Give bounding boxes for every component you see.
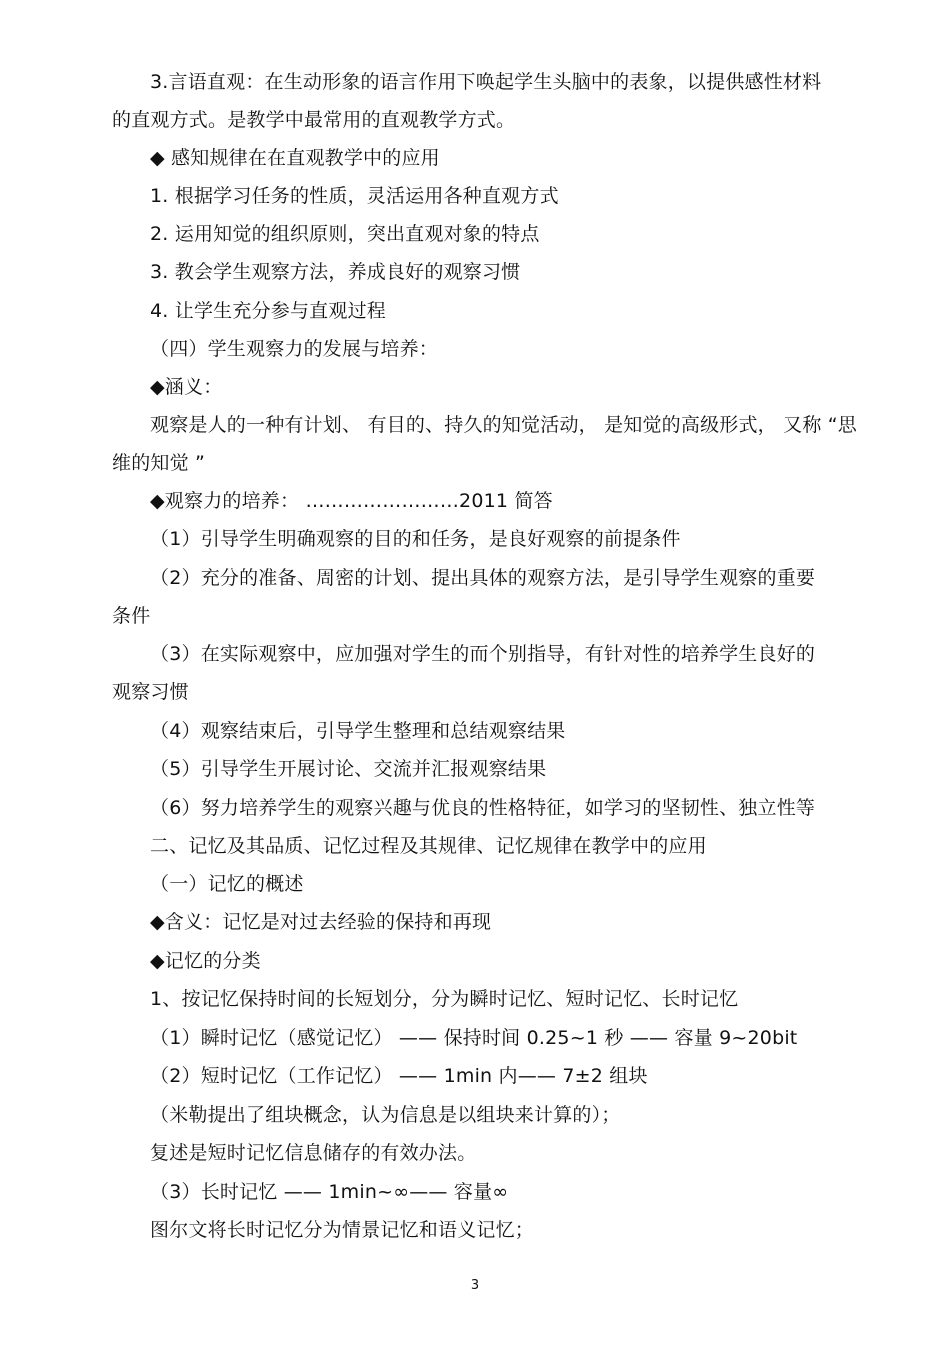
list-item: （3）长时记忆 —— 1min~∞—— 容量∞ (150, 1181, 509, 1203)
list-item: （5）引导学生开展讨论、交流并汇报观察结果 (150, 758, 547, 780)
list-item: 1、按记忆保持时间的长短划分，分为瞬时记忆、短时记忆、长时记忆 (150, 988, 739, 1010)
text-line: 条件 (112, 605, 151, 627)
section-bullet-heading: ◆涵义： (150, 376, 223, 398)
section-bullet-heading: ◆ 感知规律在在直观教学中的应用 (150, 147, 440, 169)
text-line: （米勒提出了组块概念，认为信息是以组块来计算的）； (150, 1104, 621, 1126)
section-heading: （一）记忆的概述 (150, 873, 304, 895)
text-line: 观察是人的一种有计划、 有目的、持久的知觉活动， 是知觉的高级形式， 又称 “思 (150, 414, 858, 436)
section-heading: （四）学生观察力的发展与培养： (150, 338, 439, 360)
text-line: 3.言语直观：在生动形象的语言作用下唤起学生头脑中的表象，以提供感性材料 (150, 71, 822, 93)
list-item: 2. 运用知觉的组织原则，突出直观对象的特点 (150, 223, 540, 245)
page-number: 3 (470, 1278, 480, 1293)
list-item: （6）努力培养学生的观察兴趣与优良的性格特征，如学习的坚韧性、独立性等 (150, 797, 816, 819)
section-bullet-heading: ◆观察力的培养： ……………………2011 简答 (150, 490, 553, 512)
text-line: 图尔文将长时记忆分为情景记忆和语义记忆； (150, 1219, 535, 1241)
list-item: （3）在实际观察中，应加强对学生的而个别指导，有针对性的培养学生良好的 (150, 643, 816, 665)
list-item: （4）观察结束后，引导学生整理和总结观察结果 (150, 720, 566, 742)
list-item: （1）瞬时记忆（感觉记忆） —— 保持时间 0.25~1 秒 —— 容量 9~20bit (150, 1027, 798, 1049)
list-item: （1）引导学生明确观察的目的和任务，是良好观察的前提条件 (150, 528, 681, 550)
text-line: 观察习惯 (112, 681, 189, 703)
section-bullet-heading: ◆含义：记忆是对过去经验的保持和再现 (150, 911, 492, 933)
list-item: 1. 根据学习任务的性质，灵活运用各种直观方式 (150, 185, 559, 207)
list-item: （2）短时记忆（工作记忆） —— 1min 内—— 7±2 组块 (150, 1065, 648, 1087)
text-line: 复述是短时记忆信息储存的有效办法。 (150, 1142, 477, 1164)
list-item: 3. 教会学生观察方法，养成良好的观察习惯 (150, 261, 521, 283)
list-item: 4. 让学生充分参与直观过程 (150, 300, 386, 322)
section-heading: 二、记忆及其品质、记忆过程及其规律、记忆规律在教学中的应用 (150, 835, 707, 857)
text-line: 的直观方式。是教学中最常用的直观教学方式。 (112, 109, 516, 131)
text-line: 维的知觉 ” (112, 452, 206, 474)
section-bullet-heading: ◆记忆的分类 (150, 950, 261, 972)
list-item: （2）充分的准备、周密的计划、提出具体的观察方法，是引导学生观察的重要 (150, 567, 816, 589)
